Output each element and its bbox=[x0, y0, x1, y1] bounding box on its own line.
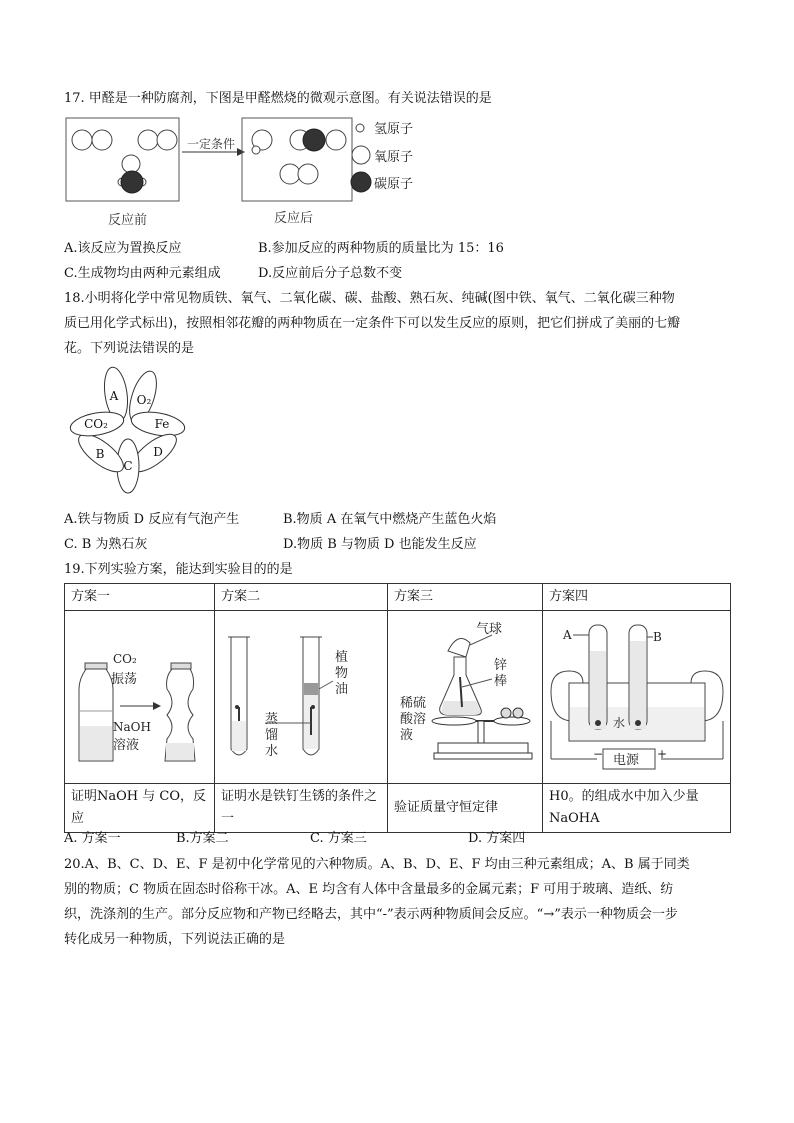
plan1-bottle-figure bbox=[65, 611, 215, 775]
plan3-acid-3: 液 bbox=[400, 728, 414, 743]
plan3-zinc-1: 锌 bbox=[494, 658, 508, 673]
q20-stem-line-1: 20.A、B、C、D、E、F 是初中化学常见的六种物质。A、B、D、E、F 均由三种元素组成；A、B 属于同类 bbox=[64, 857, 690, 872]
q18-seven-petal-flower bbox=[64, 366, 194, 498]
plan1-header: 方案一 bbox=[65, 584, 215, 611]
plan2-oil-1: 植 bbox=[335, 650, 349, 665]
q19-option-d: D. 方案四 bbox=[468, 831, 526, 846]
plan2-oil-2: 物 bbox=[335, 666, 349, 681]
q18-option-a: A.铁与物质 D 反应有气泡产生 bbox=[64, 512, 240, 527]
petal-fe: Fe bbox=[154, 417, 170, 431]
plan1-naoh-label: NaOH bbox=[113, 720, 151, 734]
q19-stem: 19.下列实验方案，能达到实验目的的是 bbox=[64, 562, 293, 577]
plan1-figure-cell bbox=[65, 611, 215, 784]
plan4-plus: + bbox=[657, 747, 668, 761]
q19-option-c: C. 方案三 bbox=[310, 831, 367, 846]
plan3-balloon: 气球 bbox=[476, 622, 503, 637]
plan3-figure-cell bbox=[388, 611, 543, 784]
plan2-oil-3: 油 bbox=[335, 682, 349, 697]
petal-co2: CO₂ bbox=[84, 417, 108, 431]
q18-option-b: B.物质 A 在氧气中燃烧产生蓝色火焰 bbox=[283, 512, 497, 527]
plan4-electrolysis-figure bbox=[543, 611, 731, 775]
q17-arrow-label: 一定条件 bbox=[187, 137, 236, 151]
q18-option-d: D.物质 B 与物质 D 也能发生反应 bbox=[283, 537, 477, 552]
before-label: 反应前 bbox=[108, 213, 148, 228]
plan2-goal: 证明水是铁钉生锈的条件之一 bbox=[215, 784, 388, 833]
legend-hydrogen: 氢原子 bbox=[374, 122, 414, 137]
plan4-power: 电源 bbox=[613, 753, 640, 768]
petal-b: B bbox=[95, 447, 105, 461]
petal-o2: O₂ bbox=[136, 393, 152, 407]
plan3-balance-figure bbox=[388, 611, 543, 775]
plan2-header: 方案二 bbox=[215, 584, 388, 611]
q18-option-c: C. B 为熟石灰 bbox=[64, 537, 148, 552]
legend-oxygen: 氧原子 bbox=[374, 150, 414, 165]
plan1-shake-label: 振荡 bbox=[111, 672, 138, 687]
plan2-test-tube-figure bbox=[215, 611, 388, 775]
q18-stem-line-1: 18.小明将化学中常见物质铁、氧气、二氧化碳、碳、盐酸、熟石灰、纯碱(图中铁、氧气、二氧化碳三种物 bbox=[64, 291, 675, 306]
q18-stem-line-3: 花。下列说法错误的是 bbox=[64, 341, 195, 356]
q17-option-c: C.生成物均由两种元素组成 bbox=[64, 266, 221, 281]
plan2-figure-cell bbox=[215, 611, 388, 784]
plan3-zinc-2: 棒 bbox=[494, 674, 508, 689]
plan1-solution-label: 溶液 bbox=[113, 738, 140, 753]
plan3-header: 方案三 bbox=[388, 584, 543, 611]
q20-stem-line-3: 织，洗涤剂的生产。部分反应物和产物已经略去，其中“-”表示两种物质间会反应。“→”表示一种物质会一步 bbox=[64, 907, 678, 922]
plan2-water-3: 水 bbox=[265, 744, 279, 759]
q19-option-b: B.方案二 bbox=[176, 831, 229, 846]
plan3-acid-2: 酸溶 bbox=[400, 712, 427, 727]
q20-stem-line-4: 转化成另一种物质，下列说法正确的是 bbox=[64, 932, 286, 947]
q17-option-b: B.参加反应的两种物质的质量比为 15：16 bbox=[258, 241, 504, 256]
q17-reaction-diagram bbox=[64, 112, 434, 232]
plan4-header: 方案四 bbox=[543, 584, 731, 611]
legend-carbon: 碳原子 bbox=[374, 177, 414, 192]
after-label: 反应后 bbox=[274, 211, 314, 226]
plan4-tube-a: A bbox=[563, 628, 572, 642]
q17-option-a: A.该反应为置换反应 bbox=[64, 241, 182, 256]
q19-plans-table bbox=[64, 583, 731, 833]
petal-d: D bbox=[153, 445, 163, 459]
plan4-tube-b: B bbox=[653, 630, 662, 644]
plan2-water-1: 蒸 bbox=[265, 712, 279, 727]
q17-stem: 17. 甲醛是一种防腐剂，下图是甲醛燃烧的微观示意图。有关说法错误的是 bbox=[64, 91, 492, 106]
plan1-goal: 证明NaOH 与 CO，反应 bbox=[65, 784, 215, 833]
plan3-goal: 验证质量守恒定律 bbox=[388, 784, 543, 833]
plan4-goal: H0。的组成水中加入少量NaOHA bbox=[543, 784, 731, 833]
plan3-acid-1: 稀硫 bbox=[400, 696, 427, 711]
plan4-minus: − bbox=[593, 747, 604, 761]
plan1-co2-label: CO₂ bbox=[113, 652, 137, 666]
petal-c: C bbox=[123, 459, 133, 473]
q17-option-d: D.反应前后分子总数不变 bbox=[258, 266, 403, 281]
plan4-water: 水 bbox=[613, 716, 626, 730]
petal-a: A bbox=[109, 389, 119, 403]
q20-stem-line-2: 别的物质；C 物质在固态时俗称干冰。A、E 均含有人体中含量最多的金属元素；F 可用于玻璃、造纸、纺 bbox=[64, 882, 674, 897]
plan2-water-2: 馏 bbox=[265, 728, 279, 743]
plan4-figure-cell bbox=[543, 611, 731, 784]
q18-stem-line-2: 质已用化学式标出)，按照相邻花瓣的两种物质在一定条件下可以发生反应的原则，把它们拼成了美丽的七瓣 bbox=[64, 316, 681, 331]
q19-option-a: A. 方案一 bbox=[64, 831, 121, 846]
